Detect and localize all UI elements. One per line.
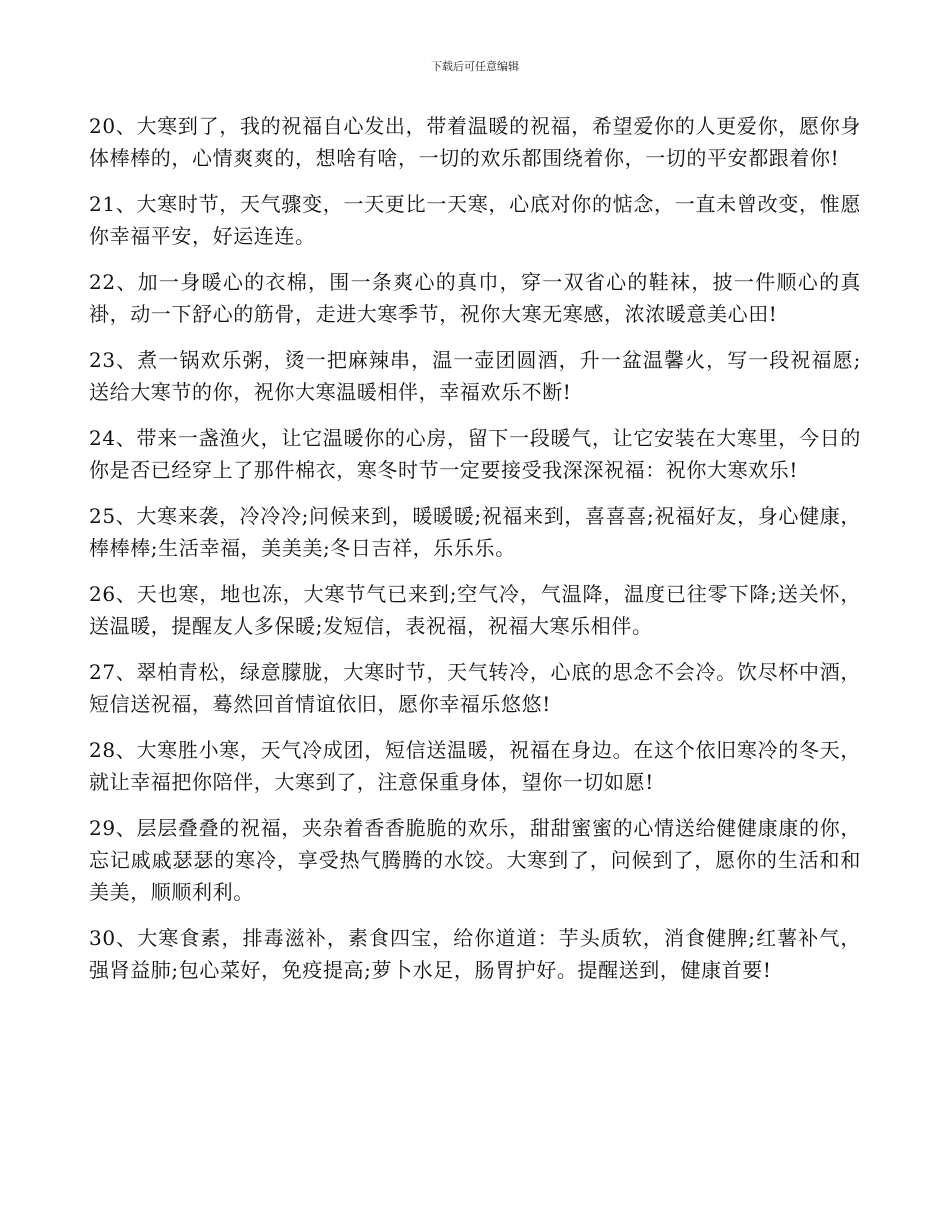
paragraph-27: 27、翠柏青松，绿意朦胧，大寒时节，天气转冷，心底的思念不会冷。饮尽杯中酒，短信送祝福，蓦然回首情谊依旧，愿你幸福乐悠悠! [89,660,861,716]
paragraph-23: 23、煮一锅欢乐粥，烫一把麻辣串，温一壶团圆酒，升一盆温馨火，写一段祝福愿;送给大寒节的你，祝你大寒温暖相伴，幸福欢乐不断! [89,348,861,404]
paragraph-30: 30、大寒食素，排毒滋补，素食四宝，给你道道：芋头质软，消食健脾;红薯补气，强肾益肺;包心菜好，免疫提高;萝卜水足，肠胃护好。提醒送到，健康首要! [89,926,861,982]
paragraph-20: 20、大寒到了，我的祝福自心发出，带着温暖的祝福，希望爱你的人更爱你，愿你身体棒棒的，心情爽爽的，想啥有啥，一切的欢乐都围绕着你，一切的平安都跟着你! [89,114,861,170]
paragraph-22: 22、加一身暖心的衣棉，围一条爽心的真巾，穿一双省心的鞋袜，披一件顺心的真褂，动一下舒心的筋骨，走进大寒季节，祝你大寒无寒感，浓浓暖意美心田! [89,270,861,326]
paragraph-24: 24、带来一盏渔火，让它温暖你的心房，留下一段暖气，让它安装在大寒里，今日的你是否已经穿上了那件棉衣，寒冬时节一定要接受我深深祝福：祝你大寒欢乐! [89,426,861,482]
document-body [89,110,861,1000]
paragraph-26: 26、天也寒，地也冻，大寒节气已来到;空气冷，气温降，温度已往零下降;送关怀，送温暖，提醒友人多保暖;发短信，表祝福，祝福大寒乐相伴。 [89,582,861,638]
paragraph-28: 28、大寒胜小寒，天气冷成团，短信送温暖，祝福在身边。在这个依旧寒冷的冬天，就让幸福把你陪伴，大寒到了，注意保重身体，望你一切如愿! [89,738,861,794]
paragraph-29: 29、层层叠叠的祝福，夹杂着香香脆脆的欢乐，甜甜蜜蜜的心情送给健健康康的你，忘记戚戚瑟瑟的寒冷，享受热气腾腾的水饺。大寒到了，问候到了，愿你的生活和和美美，顺顺利利。 [89,816,861,904]
paragraph-21: 21、大寒时节，天气骤变，一天更比一天寒，心底对你的惦念，一直未曾改变，惟愿你幸福平安，好运连连。 [89,192,861,248]
page-header: 下载后可任意编辑 [431,60,519,73]
paragraph-25: 25、大寒来袭，冷冷冷;问候来到，暖暖暖;祝福来到，喜喜喜;祝福好友，身心健康，棒棒棒;生活幸福，美美美;冬日吉祥，乐乐乐。 [89,504,861,560]
